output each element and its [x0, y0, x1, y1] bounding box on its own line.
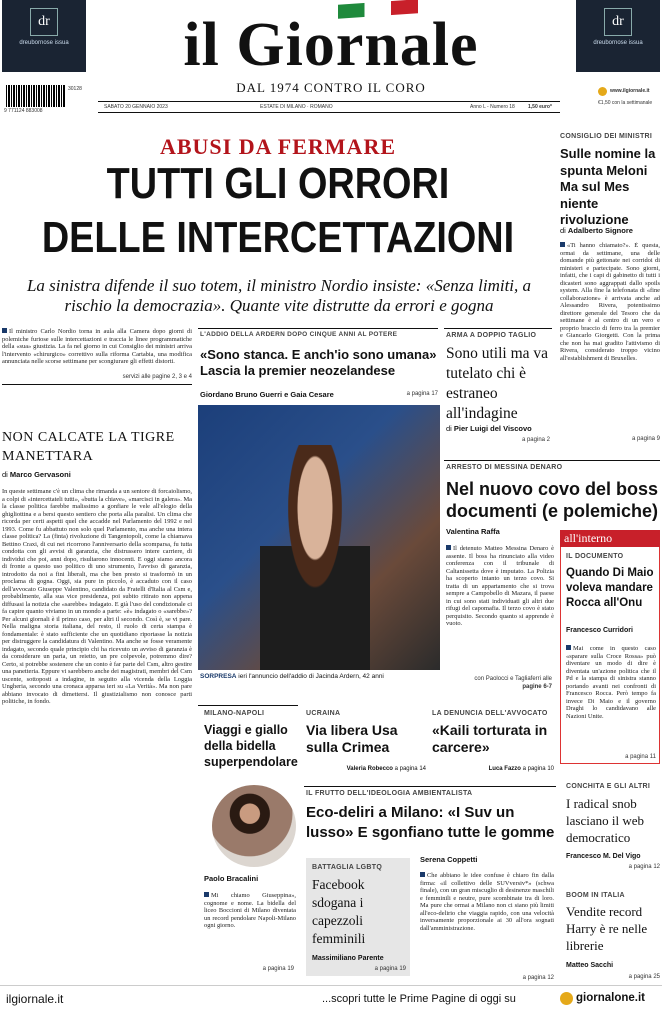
- milano-rule: [198, 705, 298, 706]
- arma-section: ARMA A DOPPIO TAGLIO: [446, 332, 537, 339]
- milano-headline[interactable]: Viaggi e giallo della bidella superpendolare: [204, 723, 298, 769]
- ucraina-byline: Valeria Robecco a pagina 14: [346, 766, 426, 772]
- barcode-digits: 9 771124 883008: [4, 108, 43, 114]
- ardern-caption: SORPRESA ieri l'annuncio dell'addio di Jacinda Ardern, 42 anni: [200, 673, 384, 680]
- interno-page[interactable]: a pagina 11: [625, 754, 656, 760]
- site-badge-icon: [598, 87, 607, 96]
- interno-headline[interactable]: Quando Di Maio voleva mandare Rocca all'Onu: [566, 567, 654, 609]
- ad-caption: dreubornose issua: [593, 40, 643, 46]
- conchita-section: CONCHITA E GLI ALTRI: [566, 783, 651, 790]
- milano-body: Mi chiamo Giuseppina», cognome e nome. La bidella del liceo Boccioni di Milano diventata un record pendolare Napoli-Milano ogni giorno.: [204, 892, 296, 929]
- conchita-headline[interactable]: I radical snob lasciano il web democratico: [566, 796, 644, 845]
- lgbtq-headline[interactable]: Facebook sdogana i capezzoli femminili: [312, 877, 366, 946]
- conchita-author: Francesco M. Del Vigo: [566, 853, 641, 860]
- left-ad[interactable]: [2, 0, 86, 72]
- footer-site[interactable]: ilgiornale.it: [6, 992, 64, 1006]
- masthead-subtitle: DAL 1974 CONTRO IL CORO: [236, 80, 426, 95]
- messina-body: Il detenuto Matteo Messina Denaro è assente. Il boss ha rinunciato alla video conferenza con il tribunale di Caltanissetta dove è imputato. La Polizia ha scoperto intanto un terzo covo. Si tratta di un appartamento che si trova sempre a Campobello di Mazara, il paese in cui sono stati individuati gli altri due rifugi del capomafia. Il terzo covo è stato perquisito. Secondo quanto si apprende è vuoto.: [446, 545, 554, 627]
- editorial-author: di Marco Gervasoni: [2, 470, 71, 479]
- arma-page[interactable]: a pagina 2: [521, 437, 550, 443]
- ad-logo-icon: dr: [604, 8, 632, 36]
- consiglio-page[interactable]: a pagina 9: [631, 436, 660, 442]
- eco-author: Serena Coppetti: [420, 855, 478, 864]
- milano-page[interactable]: a pagina 19: [262, 966, 294, 972]
- masthead-rule-2: [98, 112, 560, 113]
- eco-headline[interactable]: Eco-deliri a Milano: «I Suv un lusso» E sgonfiano tutte le gomme: [306, 804, 555, 841]
- site-url[interactable]: www.ilgiornale.it: [610, 88, 650, 94]
- consiglio-headline[interactable]: Sulle nomine la spunta Meloni Ma sul Mes niente rivoluzione: [560, 146, 656, 227]
- eco-body: Che abbiano le idee confuse è chiaro fin dalla firma: «il collettivo delle SUVversiv*» (schwa finale), con un gran miscuglio di desinenze maschili e femminili e neutre, pure scombinate tra di loro. Ma pure che ormai a Milano non ci siano più limiti all'eco-delirio che viaggia rapido, con una velocità inversamente proporzionale ai 30 all'ora sognati dall'amministrazione.: [420, 872, 554, 932]
- main-headline-2[interactable]: DELLE INTERCETTAZIONI: [41, 213, 515, 262]
- lgbtq-section: BATTAGLIA LGBTQ: [312, 864, 383, 871]
- consiglio-section: CONSIGLIO DEI MINISTRI: [560, 133, 653, 140]
- ardern-section: L'ADDIO DELLA ARDERN DOPO CINQUE ANNI AL POTERE: [200, 331, 398, 338]
- conchita-page[interactable]: a pagina 12: [628, 864, 660, 870]
- masthead-rule: [98, 101, 560, 102]
- ardern-headline[interactable]: «Sono stanca. E anch'io sono umana» Lascia la premier neozelandese: [200, 347, 437, 378]
- editorial-title[interactable]: NON CALCATE LA TIGRE MANETTARA: [2, 430, 175, 464]
- milano-section: MILANO-NAPOLI: [204, 710, 265, 717]
- arma-rule: [444, 328, 552, 329]
- lgbtq-author: Massimiliano Parente: [312, 955, 384, 962]
- consiglio-author: di Adalberto Signore: [560, 226, 633, 235]
- messina-section: ARRESTO DI MESSINA DENARO: [446, 464, 563, 471]
- interno-section: IL DOCUMENTO: [566, 553, 624, 560]
- price-note: €1,50 con la settimanale: [598, 100, 653, 106]
- masthead-title: il Giornale: [183, 11, 479, 79]
- interno-body: Mai come in questo caso «sparare sulla Croce Rossa» può diventare un modo di dire è diventata un'azione politica che il Pd e la stampa di sinistra stanno portando avanti nei confronti di Francesco Rocca. Però tempo fa invece Di Maio e il governo Draghi lo candidavano alle Nazioni Unite.: [566, 645, 656, 720]
- issue-code: 30128: [68, 86, 82, 92]
- ucraina-section: UCRAINA: [306, 710, 341, 717]
- barcode: [6, 85, 66, 107]
- main-headline-1[interactable]: TUTTI GLI ORRORI: [106, 159, 450, 208]
- editorial-body: In queste settimane c'è un clima che rimanda a un sentore di forcaiolismo, a colpi di «intercettateli tutti», «butta la chiave», «marcisci in galera». Ma la classe politica farebbe malissimo a gonfiare le vele all'elogio della ghigliottina e a bersi questo sentiero che porta alla paralisi. Un clima che ricorda per certi aspetti quel che accadde nel Parlamento del 1992 e nel 1993. Come fu abbattuto non solo quel Parlamento, ma anche una intera classe politica? La (finta) rivoluzione di Tangentopoli, come la chiamava Bettino Craxi, di cui nei ricorrono l'anniversario della scomparsa, fu tutta condotta con gli avvisi di garanzia, che distrussero intere carriere, di individui che poi, anni dopo, risultarono innocenti. E oggi siamo ancora di fronte a questo uso politico di uno strumento, l'avviso di garanzia, introdotto da noi a fini liberali, ma che ben presto si trasformò in un proclama di gogna. Oggi, sia pure in piccolo, è accaduto con il caso dell'avvocato Giuseppe Valentino, candidato da Fratelli d'Italia al Csm e, probabilmente, alla sua vice presidenza, poi subito ritirato non appena diffusasi la notizia che «sarebbe» indagato. E già l'uso del condizionale ci fa capire quanto viviamo in un mondo a parte: «è» indagato o «sarebbe»? Per alcuni giornali è il primo caso, per altri il secondo. Così è, se vi pare. Nella maligna storia italiana, del resto, il ruolo di certa stampa è fondamentale: è stato sufficiente che un quotidiano riportasse la notizia per distruggere la candidatura di Valentino. Ma anche se fosse veramente indagato, secondo quale principio chi ha ricevuto un avviso di garanzia è da considerare un paria, un reietto, un pre colpevole, potremmo dire? Certo, si potrebbe sostenere che un conto è far parte del Csm, altro gestire una panetteria. Eppure vi sarebbero anche dei magistrati, membri del Csm uscente, sottoposti a indagine, in seguito alla vicenda della Loggia Ungheria, secondo una cronaca apparsa ieri su «La Verità». Ma non pare abbiano invocato di dimettersi. Il giustizialismo non conosce parti politiche, in fondo.: [2, 488, 192, 705]
- bidella-photo: [212, 785, 296, 867]
- consiglio-body: «Ti hanno chiamato?». È questa, ormai da settimane, una delle domande più gettonate nei corridoi di ministeri e partecipate. Sono giorni, infatti, che i capi di gabinetto di tutti i dicasteri sono aggrappati dallo spoils system. Alla fine la telefonata di «fine collaborazione» è arrivata anche ad Alessandro Rivera, potentissimo direttore generale del Tesoro che da settimane è al centro di un vero e proprio braccio di ferro tra la premier e Giancarlo Giorgetti. Con la prima che non ha mai gradito l'attivismo di Rivera, considerato troppo vicino all'establishment di Bruxelles.: [560, 242, 660, 362]
- lead-body: Il ministro Carlo Nordio torna in aula alla Camera dopo giorni di polemiche furiose sulle intercettazioni e traccia le linee programmatiche della «sua» giustizia. La fa nel giorno in cui Consiglio dei ministri arriva l'intervento «chirurgico» correttivo sulla riforma Cartabia, una modifica annunciata nelle scorse settimane per scongiurare gli effetti distorti.: [2, 328, 192, 365]
- issue-number: Anno L - Numero 18: [470, 104, 515, 110]
- eco-section: IL FRUTTO DELL'IDEOLOGIA AMBIENTALISTA: [306, 790, 473, 797]
- avvocato-byline: Luca Fazzo a pagina 10: [488, 766, 554, 772]
- ucraina-headline[interactable]: Via libera Usa sulla Crimea: [306, 722, 398, 755]
- portrait-figure: [260, 445, 370, 670]
- avvocato-headline[interactable]: «Kaili torturata in carcere»: [432, 722, 548, 755]
- ardern-page[interactable]: a pagina 17: [406, 391, 438, 397]
- ardern-bylines: Giordano Bruno Guerri e Gaia Cesare: [200, 390, 334, 399]
- footer-brand[interactable]: giornalone.it: [576, 992, 645, 1004]
- messina-bylines: con Paolocci e Tagliaferri alle: [474, 676, 552, 682]
- arma-headline[interactable]: Sono utili ma va tutelato chi è estraneo all'indagine: [446, 345, 549, 422]
- ad-caption: dreubornose issua: [19, 40, 69, 46]
- eco-page[interactable]: a pagina 12: [522, 975, 554, 981]
- main-lead: La sinistra difende il suo totem, il ministro Nordio insiste: «Senza limiti, a rischio la democrazia». Quante vite distrutte da errori e gogna: [26, 276, 532, 315]
- boom-page[interactable]: a pagina 25: [628, 974, 660, 980]
- ad-logo-icon: dr: [30, 8, 58, 36]
- footer-promo: ...scopri tutte le Prime Pagine di oggi su: [322, 993, 516, 1005]
- right-ad[interactable]: [576, 0, 660, 72]
- messina-author: Valentina Raffa: [446, 527, 500, 536]
- messina-headline[interactable]: Nel nuovo covo del boss documenti (e polemiche): [446, 479, 659, 521]
- ardern-rule: [198, 328, 438, 329]
- giornalone-icon: [560, 992, 573, 1005]
- milano-author: Paolo Bracalini: [204, 874, 259, 883]
- main-kicker: ABUSI DA FERMARE: [159, 134, 397, 159]
- arma-author: di Pier Luigi del Viscovo: [446, 424, 532, 433]
- edition-line: ESTATE DI MILANO · ROMANO: [260, 104, 333, 110]
- messina-rule: [444, 460, 660, 461]
- lead-page-ref[interactable]: servizi alle pagine 2, 3 e 4: [122, 374, 192, 380]
- ardern-photo: [198, 405, 440, 670]
- interno-author: Francesco Curridori: [566, 627, 633, 634]
- messina-page[interactable]: pagine 6-7: [522, 684, 552, 690]
- boom-author: Matteo Sacchi: [566, 962, 614, 969]
- editorial-rule: [2, 384, 192, 385]
- footer: [0, 985, 662, 1011]
- boom-section: BOOM IN ITALIA: [566, 892, 625, 899]
- date-line: SABATO 20 GENNAIO 2023: [104, 104, 168, 110]
- cover-price: 1,50 euro*: [528, 104, 552, 110]
- interno-label: all'interno: [560, 530, 660, 547]
- lgbtq-page[interactable]: a pagina 19: [374, 966, 406, 972]
- avvocato-section: LA DENUNCIA DELL'AVVOCATO: [432, 710, 548, 717]
- eco-rule: [304, 786, 556, 787]
- boom-headline[interactable]: Vendite record Harry è re nelle librerie: [566, 904, 648, 953]
